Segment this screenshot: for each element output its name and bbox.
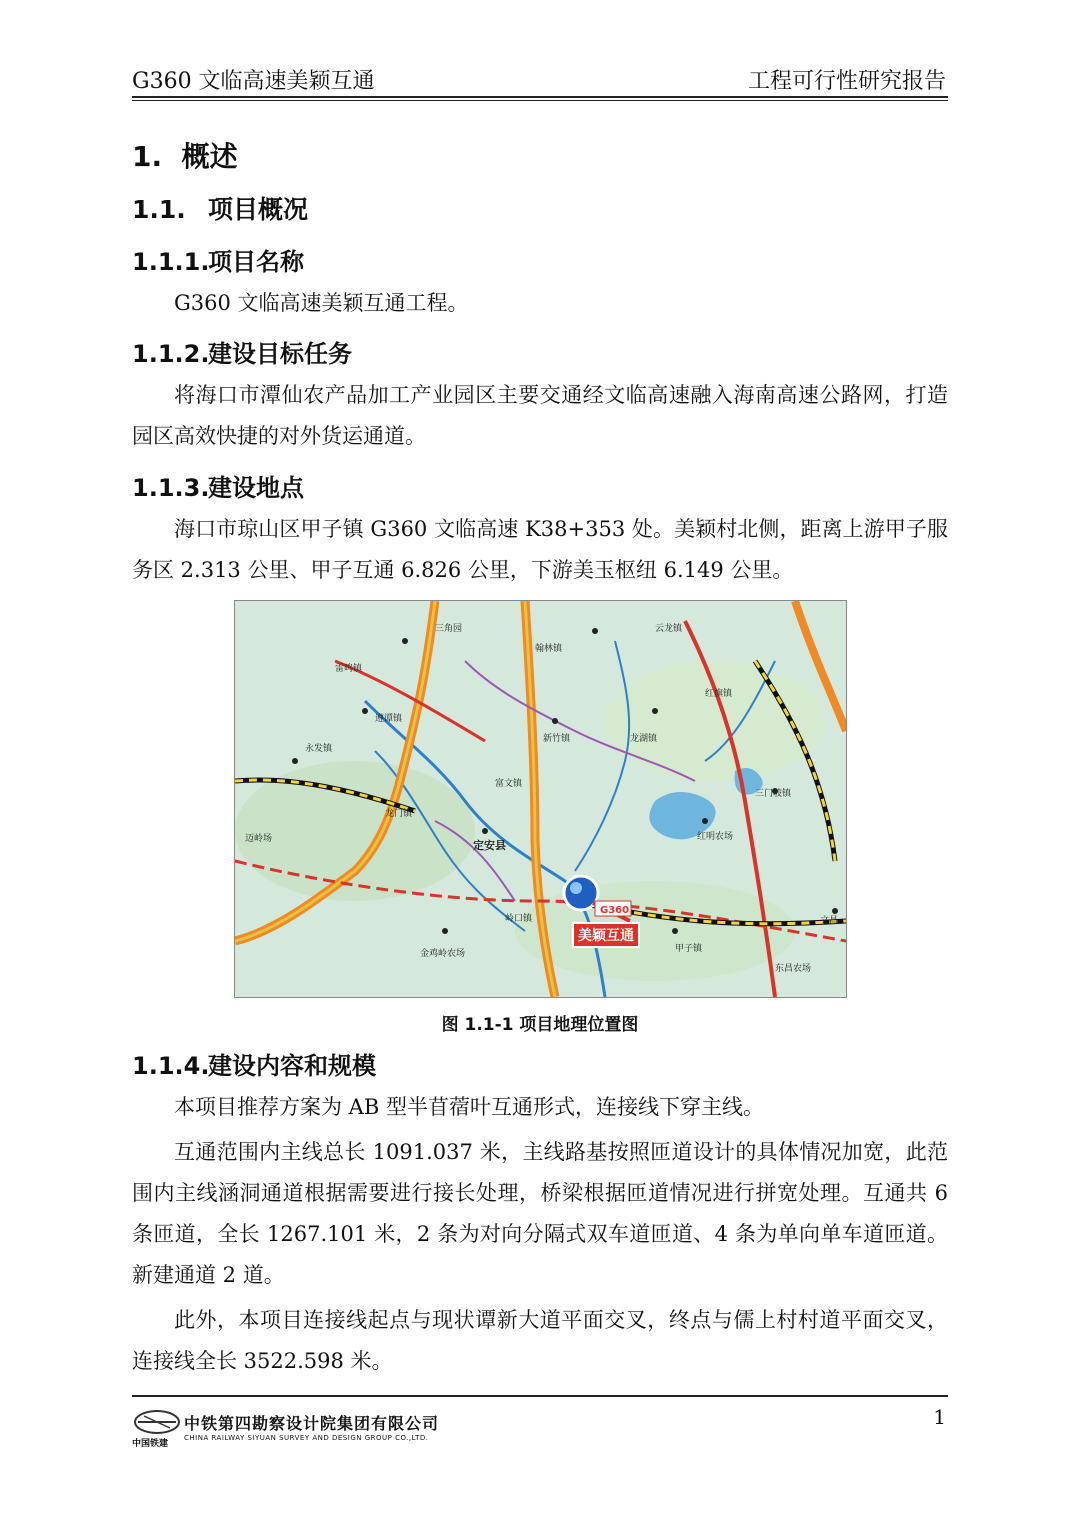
- svg-text:翰林镇: 翰林镇: [535, 644, 563, 654]
- svg-text:遵谭镇: 遵谭镇: [375, 714, 403, 724]
- paragraph-connection: 此外，本项目连接线起点与现状谭新大道平面交叉，终点与儒上村村道平面交叉，连接线全长 3522.598 米。: [132, 1308, 948, 1373]
- logo-subtitle: 中国铁建: [132, 1439, 169, 1449]
- svg-text:龙门镇: 龙门镇: [385, 809, 413, 819]
- svg-text:永发镇: 永发镇: [305, 744, 333, 754]
- heading-1: 1. 概述: [132, 140, 238, 173]
- svg-text:岭口镇: 岭口镇: [505, 914, 533, 924]
- paragraph-goal: 将海口市潭仙农产品加工产业园区主要交通经文临高速融入海南高速公路网，打造园区高效快捷的对外货运通道。: [132, 383, 948, 448]
- svg-text:甲子镇: 甲子镇: [675, 944, 703, 954]
- paragraph-scale: 互通范围内主线总长 1091.037 米，主线路基按照匝道设计的具体情况加宽，此范围内主线涵洞通道根据需要进行接长处理，桥梁根据匝道情况进行拼宽处理。互通共 6 条匝道，全长 1267.101 米，2 条为对向分隔式双车道匝道、4 条为单向单车道匝道。新建通道 2 道。: [132, 1140, 948, 1287]
- header-title: G360 文临高速美颖互通: [132, 69, 375, 94]
- paragraph-location: 海口市琼山区甲子镇 G360 文临高速 K38+353 处。美颖村北侧，距离上游甲子服务区 2.313 公里、甲子互通 6.826 公里，下游美玉枢纽 6.149 公里。: [132, 517, 948, 582]
- marker-label: 美颖互通: [578, 928, 634, 944]
- company-name-en: CHINA RAILWAY SIYUAN SURVEY AND DESIGN GROUP CO.,LTD.: [184, 1434, 429, 1442]
- svg-text:红明农场: 红明农场: [697, 832, 734, 842]
- svg-text:三角园: 三角园: [435, 624, 463, 634]
- route-label: G360: [600, 905, 630, 916]
- svg-text:雷鸣镇: 雷鸣镇: [335, 664, 363, 674]
- page-number: 1: [933, 1405, 946, 1429]
- svg-text:红旗镇: 红旗镇: [705, 689, 733, 699]
- heading-1-1-3: 1.1.3.建设地点: [132, 474, 304, 502]
- svg-text:迈岭场: 迈岭场: [245, 834, 273, 844]
- svg-text:文昌: 文昌: [820, 916, 839, 926]
- svg-text:富文镇: 富文镇: [495, 779, 523, 789]
- header-rule: [132, 96, 948, 98]
- svg-text:金鸡岭农场: 金鸡岭农场: [420, 949, 466, 959]
- svg-text:新竹镇: 新竹镇: [543, 734, 571, 744]
- heading-1-1: 1.1. 项目概况: [132, 195, 309, 224]
- company-name: 中铁第四勘察设计院集团有限公司: [184, 1414, 440, 1433]
- paragraph-project-name: G360 文临高速美颖互通工程。: [174, 291, 469, 315]
- heading-1-1-1: 1.1.1.项目名称: [132, 248, 304, 276]
- paragraph-scheme: 本项目推荐方案为 AB 型半苜蓿叶互通形式，连接线下穿主线。: [174, 1095, 764, 1119]
- footer-rule: [132, 1395, 948, 1397]
- figure-caption: 图 1.1-1 项目地理位置图: [441, 1015, 639, 1035]
- header-rule-thin: [132, 100, 948, 101]
- map-place-label: 定安县: [473, 839, 506, 852]
- svg-text:三门坡镇: 三门坡镇: [755, 789, 792, 799]
- svg-text:东昌农场: 东昌农场: [775, 964, 812, 974]
- location-map: [234, 600, 847, 998]
- heading-1-1-2: 1.1.2.建设目标任务: [132, 340, 352, 368]
- header-doc-type: 工程可行性研究报告: [747, 69, 946, 94]
- heading-1-1-4: 1.1.4.建设内容和规模: [132, 1052, 376, 1080]
- svg-text:龙湖镇: 龙湖镇: [630, 734, 658, 744]
- svg-text:云龙镇: 云龙镇: [655, 624, 683, 634]
